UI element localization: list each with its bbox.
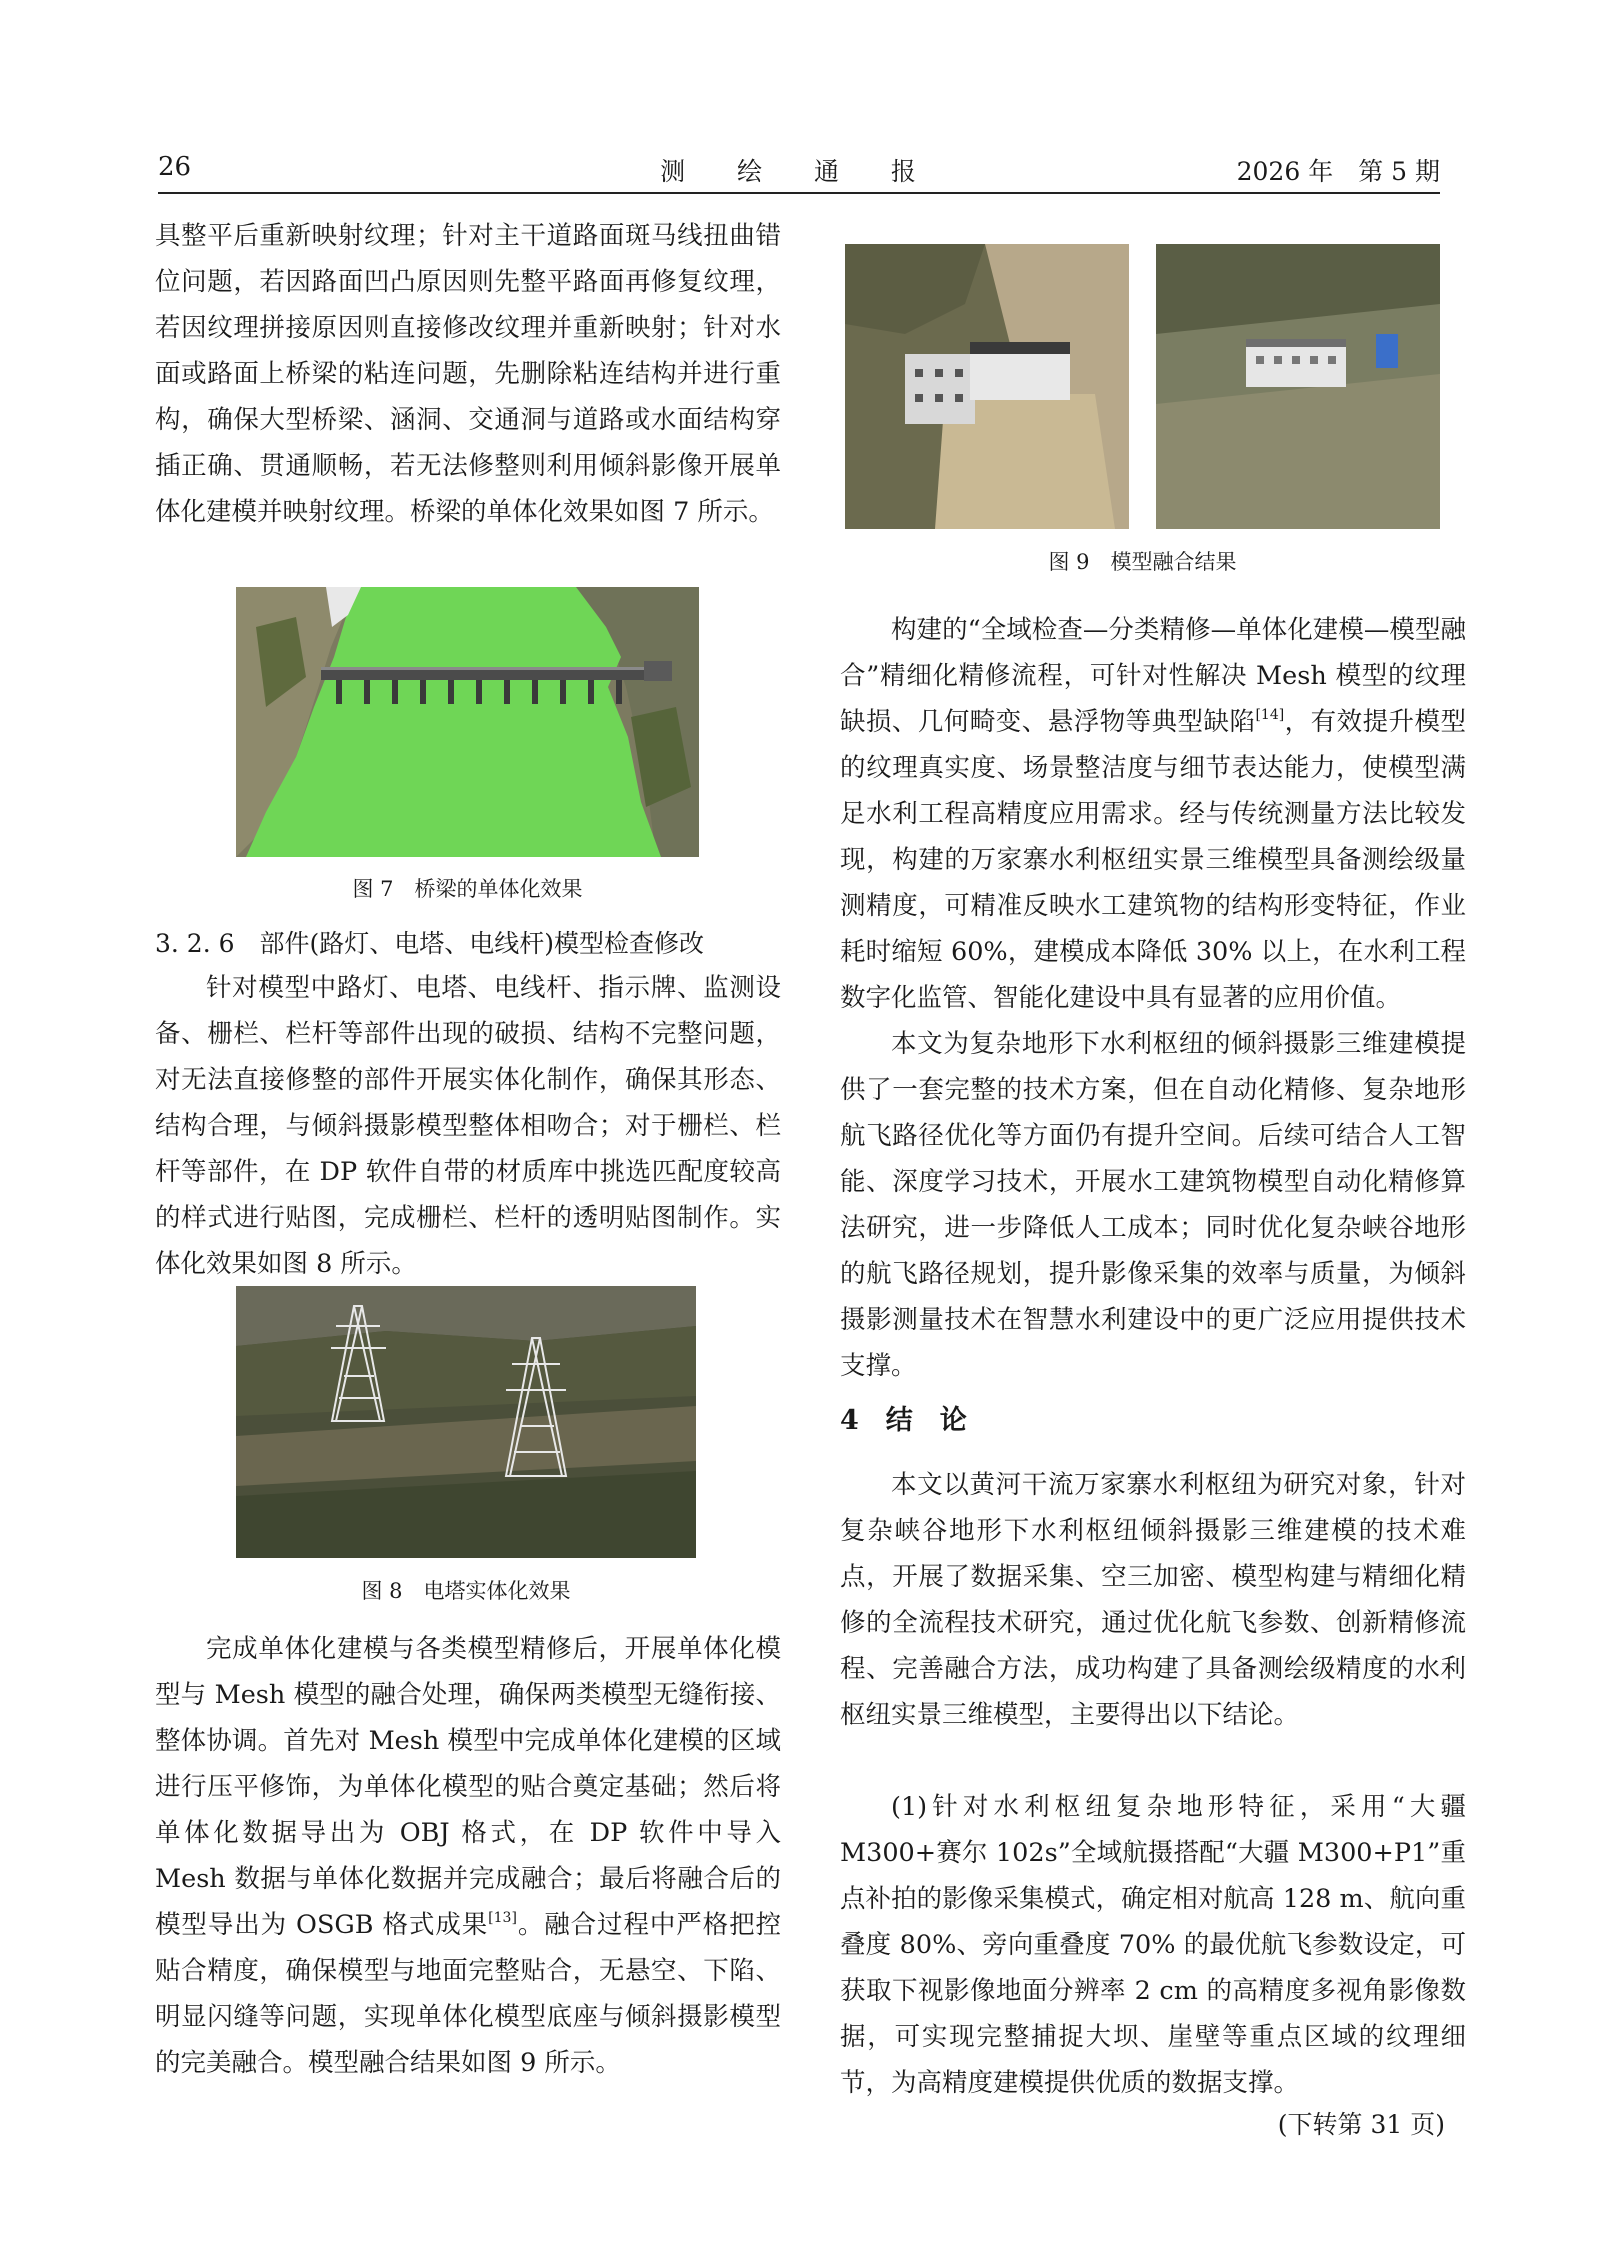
bridge-model-illustration xyxy=(236,587,699,857)
figure-7-bridge-image xyxy=(236,587,699,857)
right-paragraph-4: (1)针对水利枢纽复杂地形特征，采用“大疆 M300+赛尔 102s”全域航摄搭配“大疆 M300+P1”重点补拍的影像采集模式，确定相对航高 128 m、航向重叠度 80%、旁向重叠度 70% 的最优航飞参数设定，可获取下视影像地面分辨率 2 cm 的高精度多视角影像数据，可实现完整捕捉大坝、崖壁等重点区域的纹理细节，为高精度建模提供优质的数据支撑。 xyxy=(840,1792,1466,2098)
subsection-heading: 3. 2. 6 部件(路灯、电塔、电线杆)模型检查修改 xyxy=(155,929,705,958)
fused-model-right-illustration xyxy=(1156,244,1440,529)
journal-name: 测 绘 通 报 xyxy=(660,157,938,186)
fused-model-left-illustration xyxy=(845,244,1129,529)
right-paragraph-3: 本文以黄河干流万家寨水利枢纽为研究对象，针对复杂峡谷地形下水利枢纽倾斜摄影三维建模的技术难点，开展了数据采集、空三加密、模型构建与精细化精修的全流程技术研究，通过优化航飞参数、创新精修流程、完善融合方法，成功构建了具备测绘级精度的水利枢纽实景三维模型，主要得出以下结论。 xyxy=(840,1470,1466,1730)
figure-7-caption: 图 7 桥梁的单体化效果 xyxy=(352,877,583,901)
citation-14: [14] xyxy=(1255,707,1285,723)
header-rule xyxy=(158,192,1440,194)
figure-8-tower-image xyxy=(236,1286,696,1558)
figure-9-image-b xyxy=(1156,244,1440,529)
page-number: 26 xyxy=(158,152,192,182)
left-paragraph-1: 具整平后重新映射纹理；针对主干道路面斑马线扭曲错位问题，若因路面凹凸原因则先整平路面再修复纹理，若因纹理拼接原因则直接修改纹理并重新映射；针对水面或路面上桥梁的粘连问题，先删除粘连结构并进行重构，确保大型桥梁、涵洞、交通洞与道路或水面结构穿插正确、贯通顺畅，若无法修整则利用倾斜影像开展单体化建模并映射纹理。桥梁的单体化效果如图 7 所示。 xyxy=(155,221,781,527)
power-tower-illustration xyxy=(236,1286,696,1558)
continued-note: (下转第 31 页) xyxy=(1277,2110,1445,2139)
right-paragraph-1: 构建的“全域检查—分类精修—单体化建模—模型融合”精细化精修流程，可针对性解决 Mesh 模型的纹理缺损、几何畸变、悬浮物等典型缺陷[14]，有效提升模型的纹理真实度、场景整洁度与细节表达能力，使模型满足水利工程高精度应用需求。经与传统测量方法比较发现，构建的万家寨水利枢纽实景三维模型具备测绘级量测精度，可精准反映水工建筑物的结构形变特征，作业耗时缩短 60%，建模成本降低 30% 以上，在水利工程数字化监管、智能化建设中具有显著的应用价值。 xyxy=(840,615,1466,1013)
left-paragraph-3: 完成单体化建模与各类模型精修后，开展单体化模型与 Mesh 模型的融合处理，确保两类模型无缝衔接、整体协调。首先对 Mesh 模型中完成单体化建模的区域进行压平修饰，为单体化模型的贴合奠定基础；然后将单体化数据导出为 OBJ 格式，在 DP 软件中导入 Mesh 数据与单体化数据并完成融合；最后将融合后的模型导出为 OSGB 格式成果[13]。融合过程中严格把控贴合精度，确保模型与地面完整贴合，无悬空、下陷、明显闪缝等问题，实现单体化模型底座与倾斜摄影模型的完美融合。模型融合结果如图 9 所示。 xyxy=(155,1634,781,2078)
figure-8-caption: 图 8 电塔实体化效果 xyxy=(361,1579,571,1603)
section-heading-conclusion: 4 结 论 xyxy=(840,1405,967,1436)
left-paragraph-2: 针对模型中路灯、电塔、电线杆、指示牌、监测设备、栅栏、栏杆等部件出现的破损、结构不完整问题，对无法直接修整的部件开展实体化制作，确保其形态、结构合理，与倾斜摄影模型整体相吻合；对于栅栏、栏杆等部件，在 DP 软件自带的材质库中挑选匹配度较高的样式进行贴图，完成栅栏、栏杆的透明贴图制作。实体化效果如图 8 所示。 xyxy=(155,973,781,1279)
page-header xyxy=(158,152,1440,192)
figure-9-caption: 图 9 模型融合结果 xyxy=(1048,550,1237,574)
right-paragraph-2: 本文为复杂地形下水利枢纽的倾斜摄影三维建模提供了一套完整的技术方案，但在自动化精修、复杂地形航飞路径优化等方面仍有提升空间。后续可结合人工智能、深度学习技术，开展水工建筑物模型自动化精修算法研究，进一步降低人工成本；同时优化复杂峡谷地形的航飞路径规划，提升影像采集的效率与质量，为倾斜摄影测量技术在智慧水利建设中的更广泛应用提供技术支撑。 xyxy=(840,1029,1466,1381)
figure-9-image-a xyxy=(845,244,1129,529)
citation-13: [13] xyxy=(488,1910,517,1926)
issue-label: 2026 年 第 5 期 xyxy=(1236,157,1440,186)
